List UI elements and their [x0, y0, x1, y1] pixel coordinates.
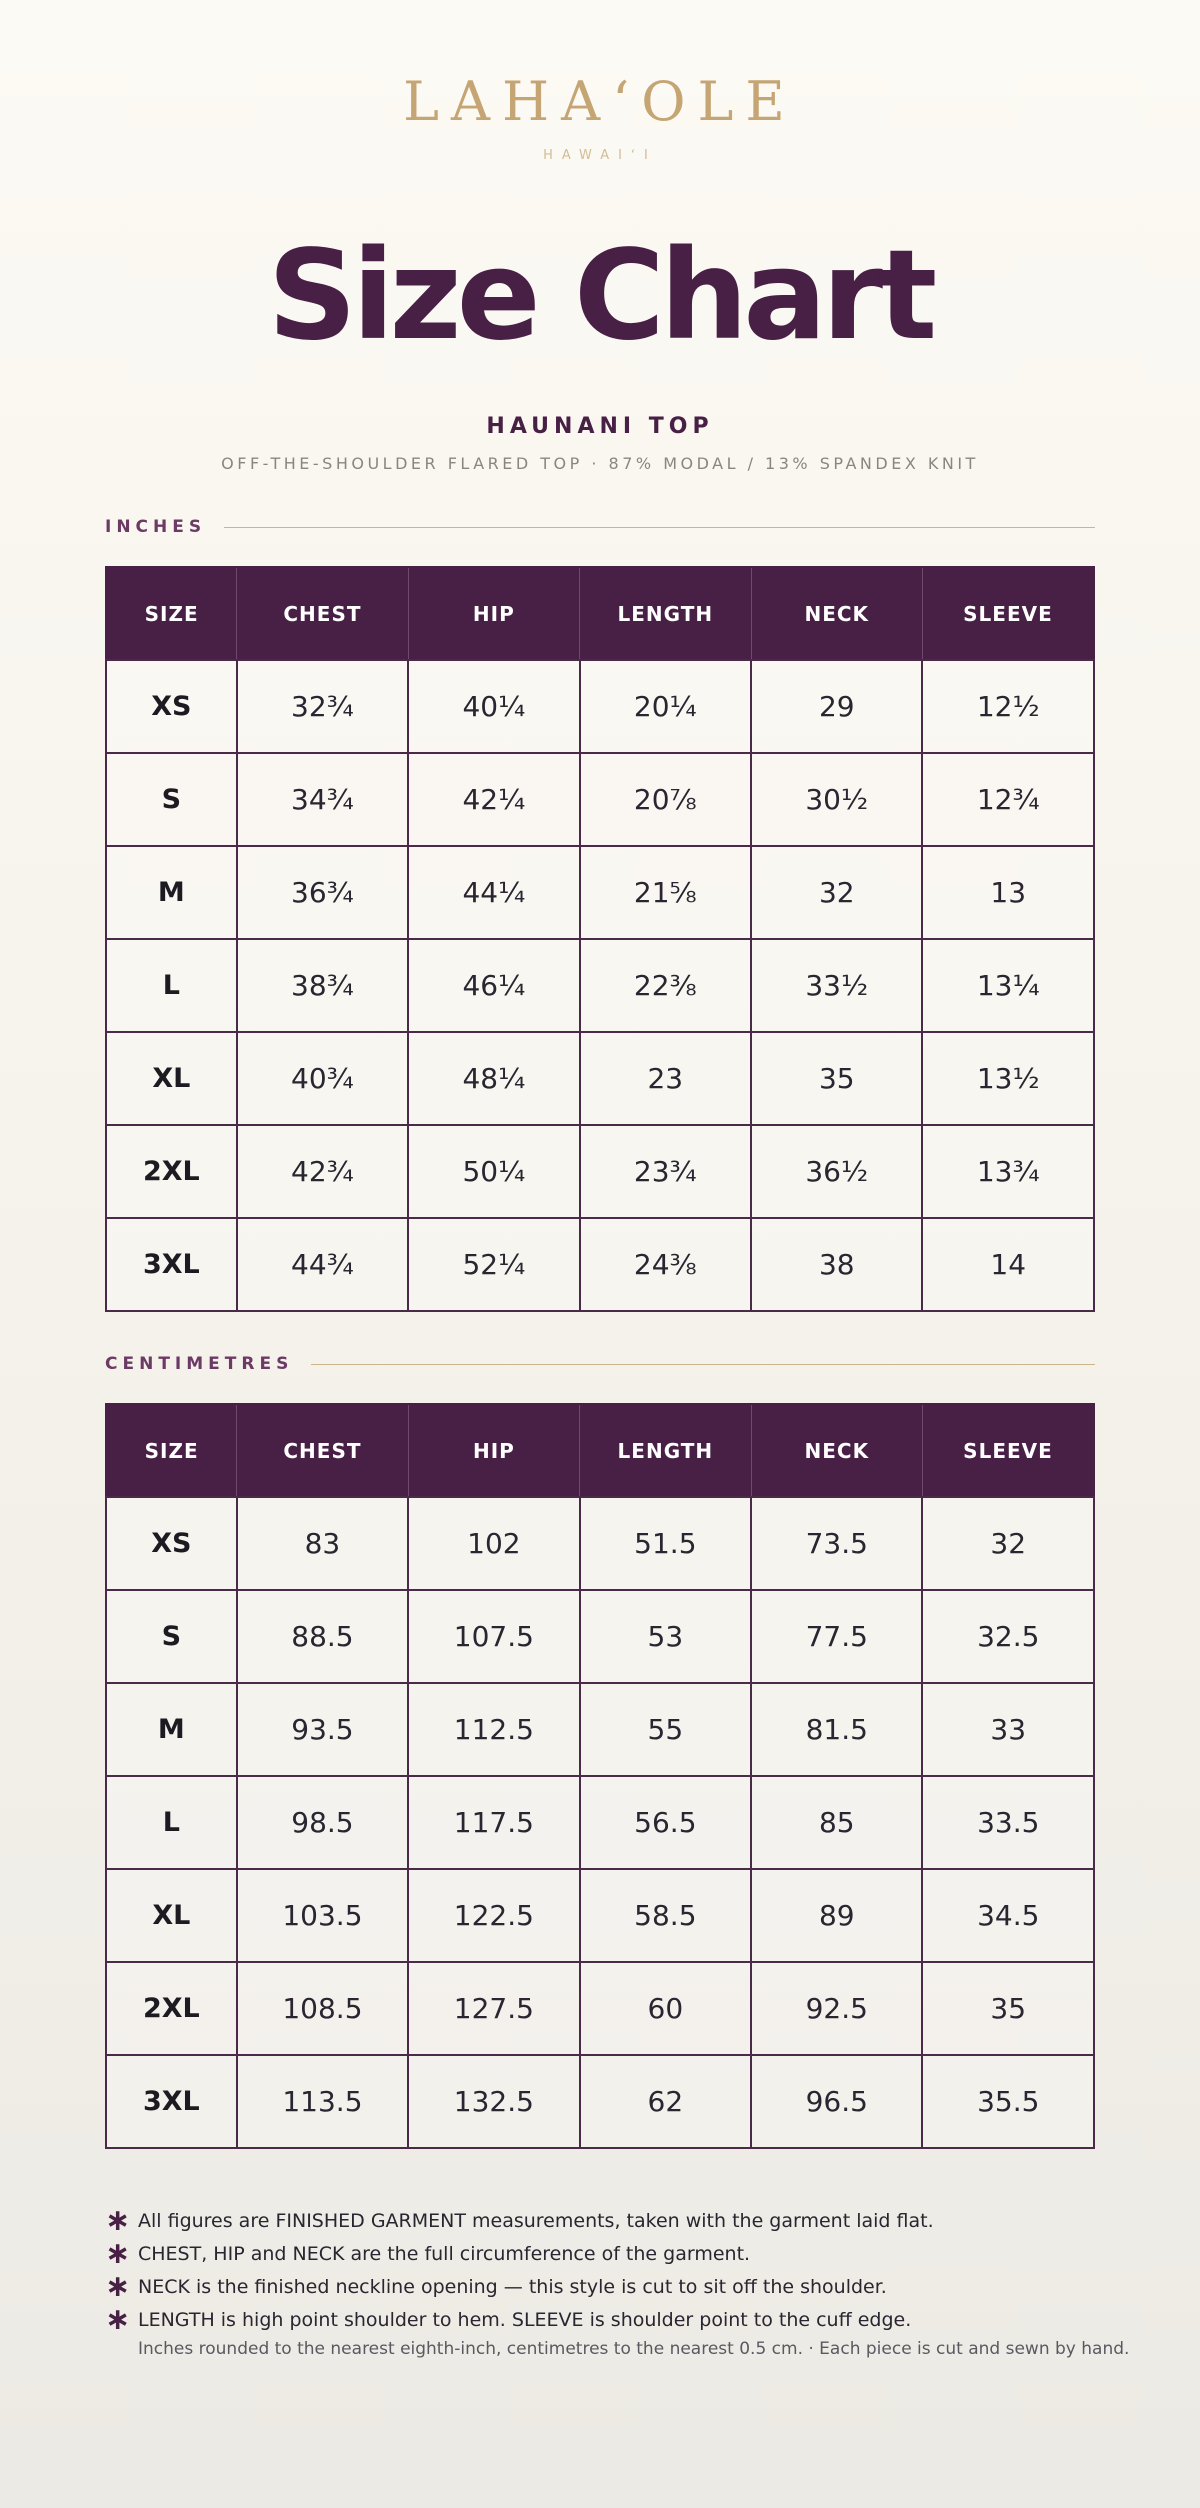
section-divider — [224, 527, 1095, 528]
measurement-cell: 22⅜ — [580, 939, 752, 1032]
measurement-cell: 107.5 — [408, 1590, 579, 1683]
table-row — [106, 1869, 1094, 1962]
note-text: CHEST, HIP and NECK are the full circumference of the garment. — [138, 2242, 751, 2265]
measurement-cell: 38 — [751, 1218, 922, 1311]
note-text: LENGTH is high point shoulder to hem. SLEEVE is shoulder point to the cuff edge. — [138, 2308, 912, 2331]
measurement-cell: 38¾ — [237, 939, 408, 1032]
measurement-cell: 102 — [408, 1497, 579, 1590]
note-text: All figures are FINISHED GARMENT measurements, taken with the garment laid flat. — [138, 2209, 934, 2232]
asterisk-icon: ∗ — [105, 2235, 131, 2271]
size-cell: XS — [106, 1497, 237, 1590]
measurement-cell: 30½ — [751, 753, 922, 846]
column-header-length: LENGTH — [580, 1404, 752, 1497]
note-item — [105, 2303, 1195, 2336]
measurement-cell: 13½ — [922, 1032, 1094, 1125]
table-header-row — [106, 1404, 1094, 1497]
table-row — [106, 753, 1094, 846]
measurement-cell: 62 — [580, 2055, 752, 2148]
table-row — [106, 1125, 1094, 1218]
measurement-cell: 44¼ — [408, 846, 579, 939]
measurement-cell: 98.5 — [237, 1776, 408, 1869]
measurement-cell: 24⅜ — [580, 1218, 752, 1311]
measurement-cell: 44¾ — [237, 1218, 408, 1311]
section-divider — [311, 1364, 1095, 1365]
table-row — [106, 1218, 1094, 1311]
measurement-cell: 50¼ — [408, 1125, 579, 1218]
inches-section-header — [105, 515, 1095, 539]
measurement-cell: 88.5 — [237, 1590, 408, 1683]
column-header-neck: NECK — [751, 1404, 922, 1497]
measurement-cell: 60 — [580, 1962, 752, 2055]
column-header-neck: NECK — [751, 567, 922, 660]
column-header-hip: HIP — [408, 1404, 579, 1497]
measurement-cell: 14 — [922, 1218, 1094, 1311]
measurement-cell: 36¾ — [237, 846, 408, 939]
measurement-cell: 34¾ — [237, 753, 408, 846]
measurement-cell: 35.5 — [922, 2055, 1094, 2148]
product-description: OFF-THE-SHOULDER FLARED TOP · 87% MODAL / 13% SPANDEX KNIT — [221, 454, 979, 473]
measurement-cell: 89 — [751, 1869, 922, 1962]
measurement-cell: 92.5 — [751, 1962, 922, 2055]
centimetres-section-label: CENTIMETRES — [105, 1354, 294, 1374]
size-cell: M — [106, 1683, 237, 1776]
centimetres-section-header — [105, 1352, 1095, 1376]
measurement-cell: 108.5 — [237, 1962, 408, 2055]
measurement-cell: 58.5 — [580, 1869, 752, 1962]
measurement-cell: 117.5 — [408, 1776, 579, 1869]
size-cell: XL — [106, 1032, 237, 1125]
measurement-cell: 93.5 — [237, 1683, 408, 1776]
column-header-chest: CHEST — [237, 567, 408, 660]
measurement-cell: 12½ — [922, 660, 1094, 753]
measurement-cell: 85 — [751, 1776, 922, 1869]
measurement-cell: 56.5 — [580, 1776, 752, 1869]
page-title: Size Chart — [267, 224, 933, 368]
measurement-cell: 96.5 — [751, 2055, 922, 2148]
measurement-cell: 53 — [580, 1590, 752, 1683]
note-item — [105, 2237, 1195, 2270]
measurement-cell: 81.5 — [751, 1683, 922, 1776]
rounding-footnote: Inches rounded to the nearest eighth-inch, centimetres to the nearest 0.5 cm. · Each piece is cut and sewn by hand. — [138, 2339, 1130, 2359]
measurement-cell: 55 — [580, 1683, 752, 1776]
table-row — [106, 1032, 1094, 1125]
asterisk-icon: ∗ — [105, 2301, 131, 2337]
size-cell: 2XL — [106, 1962, 237, 2055]
measurement-cell: 20¼ — [580, 660, 752, 753]
column-header-size: SIZE — [106, 1404, 237, 1497]
size-cell: XS — [106, 660, 237, 753]
measurement-cell: 23¾ — [580, 1125, 752, 1218]
measurement-cell: 52¼ — [408, 1218, 579, 1311]
measurement-cell: 33½ — [751, 939, 922, 1032]
column-header-chest: CHEST — [237, 1404, 408, 1497]
inches-section-label: INCHES — [105, 517, 207, 537]
note-item — [105, 2204, 1195, 2237]
measurement-cell: 83 — [237, 1497, 408, 1590]
measurement-cell: 32 — [922, 1497, 1094, 1590]
size-cell: S — [106, 753, 237, 846]
measurement-cell: 21⅝ — [580, 846, 752, 939]
measurement-cell: 77.5 — [751, 1590, 922, 1683]
size-cell: 2XL — [106, 1125, 237, 1218]
measurement-notes — [105, 2204, 1195, 2359]
column-header-size: SIZE — [106, 567, 237, 660]
column-header-sleeve: SLEEVE — [922, 567, 1094, 660]
measurement-cell: 40¼ — [408, 660, 579, 753]
measurement-cell: 40¾ — [237, 1032, 408, 1125]
size-cell: M — [106, 846, 237, 939]
measurement-cell: 46¼ — [408, 939, 579, 1032]
measurement-cell: 113.5 — [237, 2055, 408, 2148]
measurement-cell: 32.5 — [922, 1590, 1094, 1683]
size-cell: S — [106, 1590, 237, 1683]
measurement-cell: 20⅞ — [580, 753, 752, 846]
note-item — [105, 2270, 1195, 2303]
size-cell: 3XL — [106, 1218, 237, 1311]
size-cell: L — [106, 1776, 237, 1869]
table-row — [106, 660, 1094, 753]
measurement-cell: 73.5 — [751, 1497, 922, 1590]
measurement-cell: 127.5 — [408, 1962, 579, 2055]
measurement-cell: 48¼ — [408, 1032, 579, 1125]
size-cell: 3XL — [106, 2055, 237, 2148]
measurement-cell: 34.5 — [922, 1869, 1094, 1962]
measurement-cell: 36½ — [751, 1125, 922, 1218]
column-header-sleeve: SLEEVE — [922, 1404, 1094, 1497]
measurement-cell: 33.5 — [922, 1776, 1094, 1869]
measurement-cell: 12¾ — [922, 753, 1094, 846]
column-header-hip: HIP — [408, 567, 579, 660]
measurement-cell: 13¼ — [922, 939, 1094, 1032]
table-header-row — [106, 567, 1094, 660]
table-row — [106, 1683, 1094, 1776]
size-cell: L — [106, 939, 237, 1032]
table-row — [106, 1962, 1094, 2055]
asterisk-icon: ∗ — [105, 2268, 131, 2304]
measurement-cell: 42¼ — [408, 753, 579, 846]
measurement-cell: 32 — [751, 846, 922, 939]
measurement-cell: 112.5 — [408, 1683, 579, 1776]
table-row — [106, 846, 1094, 939]
column-header-length: LENGTH — [580, 567, 752, 660]
centimetres-size-table — [105, 1403, 1095, 2149]
measurement-cell: 13 — [922, 846, 1094, 939]
note-text: NECK is the finished neckline opening — this style is cut to sit off the shoulder. — [138, 2275, 887, 2298]
measurement-cell: 23 — [580, 1032, 752, 1125]
table-row — [106, 1590, 1094, 1683]
measurement-cell: 29 — [751, 660, 922, 753]
product-name: HAUNANI TOP — [486, 414, 714, 439]
table-row — [106, 2055, 1094, 2148]
asterisk-icon: ∗ — [105, 2202, 131, 2238]
measurement-cell: 13¾ — [922, 1125, 1094, 1218]
measurement-cell: 103.5 — [237, 1869, 408, 1962]
table-row — [106, 1776, 1094, 1869]
measurement-cell: 51.5 — [580, 1497, 752, 1590]
measurement-cell: 122.5 — [408, 1869, 579, 1962]
measurement-cell: 132.5 — [408, 2055, 579, 2148]
inches-size-table — [105, 566, 1095, 1312]
measurement-cell: 32¾ — [237, 660, 408, 753]
table-row — [106, 1497, 1094, 1590]
table-row — [106, 939, 1094, 1032]
size-cell: XL — [106, 1869, 237, 1962]
measurement-cell: 42¾ — [237, 1125, 408, 1218]
measurement-cell: 33 — [922, 1683, 1094, 1776]
measurement-cell: 35 — [751, 1032, 922, 1125]
brand-logo: LAHAʻOLE — [403, 70, 797, 133]
brand-location: HAWAIʻI — [543, 148, 657, 163]
measurement-cell: 35 — [922, 1962, 1094, 2055]
